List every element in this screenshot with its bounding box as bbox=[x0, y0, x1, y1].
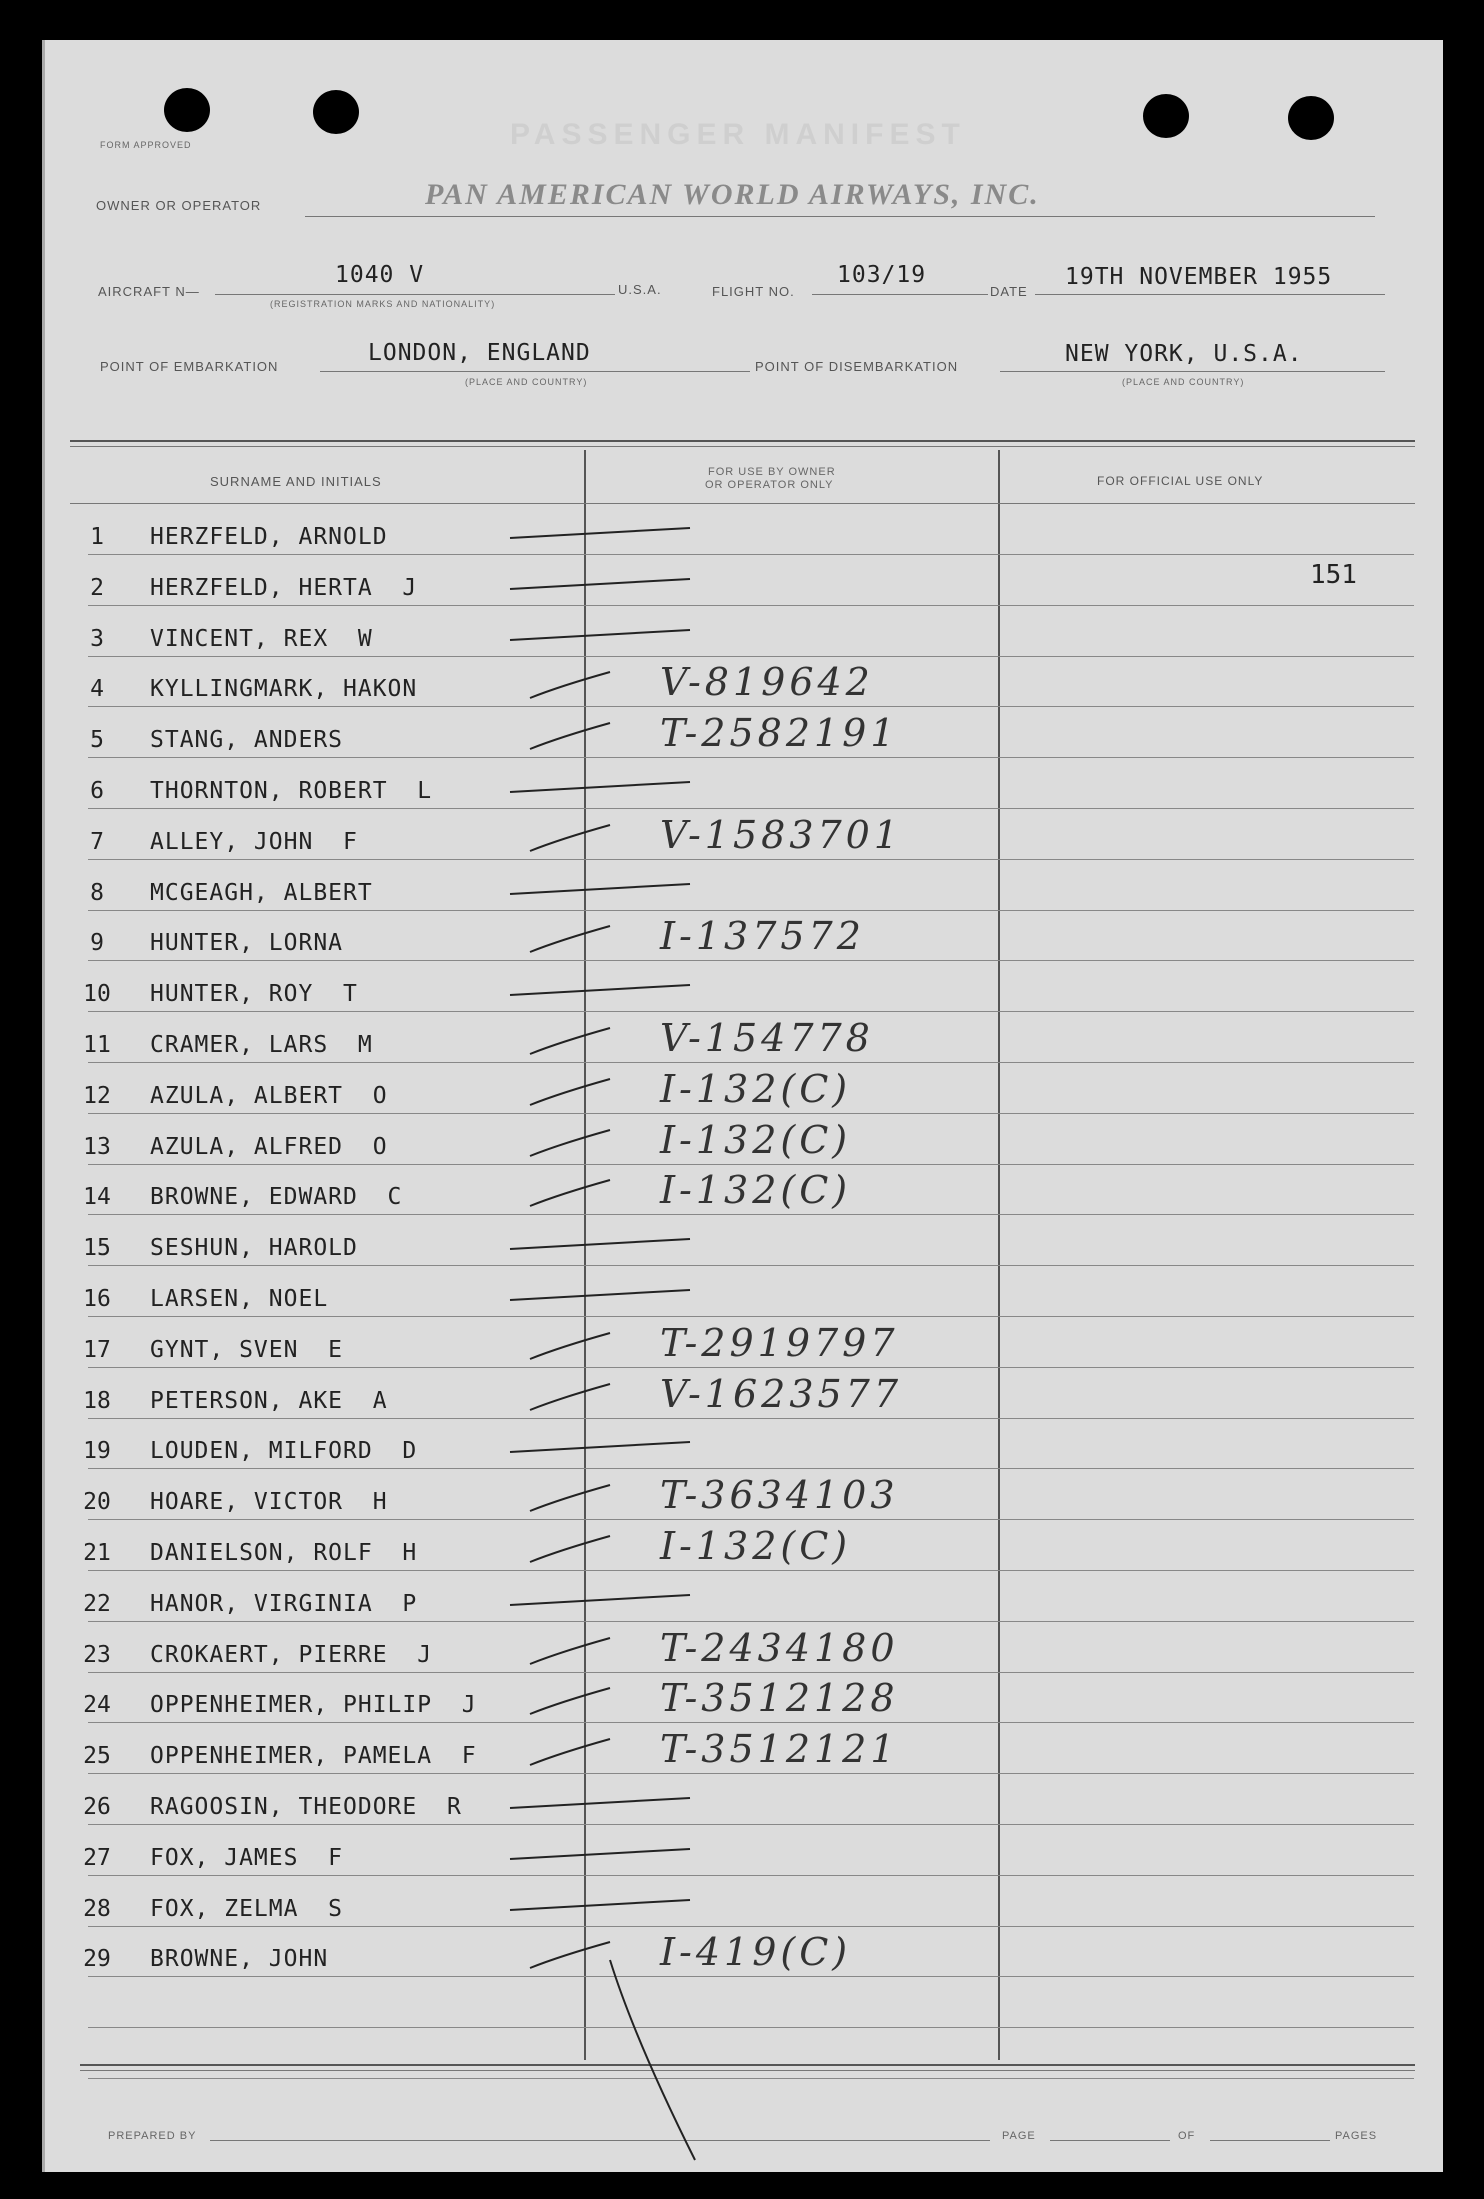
row-number: 6 bbox=[90, 778, 104, 804]
owner-label: OWNER OR OPERATOR bbox=[96, 198, 262, 213]
passenger-name: GYNT, SVEN E bbox=[150, 1336, 344, 1363]
row-rule bbox=[88, 605, 1414, 606]
row-number: 26 bbox=[83, 1794, 111, 1820]
row-number: 3 bbox=[90, 625, 104, 652]
check-stroke bbox=[500, 770, 720, 810]
passenger-name: KYLLINGMARK, HAKON bbox=[150, 676, 418, 703]
owner-name: PAN AMERICAN WORLD AIRWAYS, INC. bbox=[425, 178, 1040, 211]
handwritten-code: V-154778 bbox=[660, 1016, 874, 1060]
row-rule bbox=[88, 656, 1414, 657]
check-stroke bbox=[500, 618, 720, 658]
passenger-name: DANIELSON, ROLF H bbox=[150, 1540, 418, 1566]
punch-hole bbox=[313, 90, 359, 134]
check-stroke bbox=[500, 973, 720, 1013]
row-number: 12 bbox=[83, 1082, 111, 1109]
passenger-name: HUNTER, LORNA bbox=[150, 930, 344, 957]
row-number: 28 bbox=[83, 1895, 111, 1922]
row-rule bbox=[88, 1011, 1414, 1012]
date-value: 19TH NOVEMBER 1955 bbox=[1065, 264, 1333, 290]
row-rule bbox=[88, 1722, 1414, 1723]
row-number: 16 bbox=[83, 1286, 111, 1312]
row-rule bbox=[88, 2027, 1414, 2028]
row-rule bbox=[88, 1316, 1414, 1317]
handwritten-code: I-137572 bbox=[660, 914, 865, 959]
passenger-name: RAGOOSIN, THEODORE R bbox=[150, 1794, 462, 1820]
row-number: 1 bbox=[90, 524, 104, 550]
page-label: PAGE bbox=[1002, 2130, 1036, 2142]
row-rule bbox=[88, 1468, 1414, 1469]
aircraft-label: AIRCRAFT N— bbox=[98, 284, 200, 299]
check-stroke bbox=[500, 1430, 720, 1470]
handwritten-code: V-1583701 bbox=[660, 812, 903, 857]
check-stroke bbox=[500, 1278, 720, 1318]
row-number: 18 bbox=[83, 1387, 111, 1414]
official-number: 151 bbox=[1310, 560, 1357, 590]
passenger-name: CROKAERT, PIERRE J bbox=[150, 1641, 433, 1668]
form-title: PASSENGER MANIFEST bbox=[510, 118, 966, 151]
row-rule bbox=[88, 910, 1414, 911]
passenger-name: LARSEN, NOEL bbox=[150, 1286, 329, 1312]
row-number: 20 bbox=[83, 1489, 111, 1516]
check-stroke bbox=[500, 1583, 720, 1623]
passenger-name: THORNTON, ROBERT L bbox=[150, 778, 433, 804]
handwritten-code: I-132(C) bbox=[660, 1524, 852, 1568]
row-rule bbox=[88, 554, 1414, 555]
row-rule bbox=[88, 1926, 1414, 1927]
punch-hole bbox=[1288, 96, 1334, 140]
disembark-value: NEW YORK, U.S.A. bbox=[1065, 341, 1303, 367]
row-rule bbox=[88, 757, 1414, 758]
handwritten-code: T-3512121 bbox=[660, 1727, 899, 1772]
check-stroke bbox=[500, 1786, 720, 1826]
row-rule bbox=[88, 2078, 1414, 2079]
row-rule bbox=[88, 859, 1414, 860]
row-rule bbox=[88, 1367, 1414, 1368]
row-number: 11 bbox=[83, 1032, 111, 1058]
row-number: 8 bbox=[90, 879, 104, 906]
aircraft-value: 1040 V bbox=[335, 262, 425, 288]
aircraft-note: (REGISTRATION MARKS AND NATIONALITY) bbox=[270, 299, 496, 309]
row-rule bbox=[88, 1621, 1414, 1622]
punch-hole bbox=[164, 88, 210, 132]
disembark-label: POINT OF DISEMBARKATION bbox=[755, 359, 959, 374]
disembark-note: (PLACE AND COUNTRY) bbox=[1122, 377, 1245, 387]
handwritten-code: V-819642 bbox=[660, 660, 874, 705]
passenger-name: SESHUN, HAROLD bbox=[150, 1235, 358, 1262]
passenger-name: STANG, ANDERS bbox=[150, 727, 344, 754]
row-rule bbox=[88, 1824, 1414, 1825]
flight-value: 103/19 bbox=[837, 262, 927, 288]
embark-label: POINT OF EMBARKATION bbox=[100, 359, 279, 374]
handwritten-code: T-2919797 bbox=[660, 1320, 899, 1365]
row-rule bbox=[88, 808, 1414, 809]
passenger-name: PETERSON, AKE A bbox=[150, 1387, 388, 1414]
row-number: 10 bbox=[83, 981, 111, 1008]
row-rule bbox=[88, 1773, 1414, 1774]
embark-note: (PLACE AND COUNTRY) bbox=[465, 377, 588, 387]
row-rule bbox=[88, 1062, 1414, 1063]
handwritten-code: I-132(C) bbox=[660, 1168, 852, 1213]
column-header-owner-line1: FOR USE BY OWNER bbox=[708, 466, 836, 478]
row-rule bbox=[88, 706, 1414, 707]
prepared-by-label: PREPARED BY bbox=[108, 2130, 197, 2142]
check-stroke bbox=[500, 516, 720, 556]
pen-stroke bbox=[560, 1950, 720, 2170]
row-number: 15 bbox=[83, 1235, 111, 1262]
passenger-name: HOARE, VICTOR H bbox=[150, 1489, 388, 1516]
passenger-name: AZULA, ALBERT O bbox=[150, 1082, 388, 1109]
check-stroke bbox=[500, 1837, 720, 1877]
column-divider bbox=[998, 450, 1000, 2060]
row-number: 24 bbox=[83, 1692, 111, 1719]
row-rule bbox=[88, 1519, 1414, 1520]
row-number: 29 bbox=[83, 1946, 111, 1973]
handwritten-code: T-2582191 bbox=[660, 711, 899, 756]
handwritten-code: T-3634103 bbox=[660, 1473, 899, 1518]
handwritten-code: T-2434180 bbox=[660, 1625, 899, 1670]
passenger-name: FOX, JAMES F bbox=[150, 1844, 344, 1871]
row-number: 27 bbox=[83, 1844, 111, 1871]
row-number: 5 bbox=[90, 727, 104, 754]
row-rule bbox=[88, 1113, 1414, 1114]
row-rule bbox=[88, 1214, 1414, 1215]
check-stroke bbox=[500, 567, 720, 607]
check-stroke bbox=[500, 1888, 720, 1928]
row-rule bbox=[88, 1875, 1414, 1876]
column-header-name: SURNAME AND INITIALS bbox=[210, 474, 382, 489]
passenger-name: AZULA, ALFRED O bbox=[150, 1133, 388, 1160]
row-number: 13 bbox=[83, 1133, 111, 1160]
of-label: OF bbox=[1178, 2130, 1196, 2142]
row-number: 9 bbox=[90, 930, 104, 957]
passenger-name: FOX, ZELMA S bbox=[150, 1895, 344, 1922]
passenger-name: BROWNE, JOHN bbox=[150, 1946, 329, 1973]
punch-hole bbox=[1143, 94, 1189, 138]
row-rule bbox=[88, 1164, 1414, 1165]
passenger-name: HUNTER, ROY T bbox=[150, 981, 358, 1008]
row-number: 2 bbox=[90, 574, 104, 601]
passenger-name: HANOR, VIRGINIA P bbox=[150, 1590, 418, 1617]
passenger-name: HERZFELD, HERTA J bbox=[150, 574, 418, 601]
handwritten-code: I-132(C) bbox=[660, 1117, 852, 1162]
row-number: 23 bbox=[83, 1641, 111, 1668]
passenger-name: MCGEAGH, ALBERT bbox=[150, 879, 373, 906]
form-approval: FORM APPROVED bbox=[100, 140, 192, 150]
passenger-name: LOUDEN, MILFORD D bbox=[150, 1438, 418, 1465]
column-header-owner-line2: OR OPERATOR ONLY bbox=[705, 479, 834, 491]
row-number: 14 bbox=[83, 1184, 111, 1211]
row-number: 19 bbox=[83, 1438, 111, 1465]
passenger-name: OPPENHEIMER, PAMELA F bbox=[150, 1743, 477, 1770]
row-rule bbox=[88, 1418, 1414, 1419]
row-number: 7 bbox=[90, 828, 104, 855]
row-number: 22 bbox=[83, 1590, 111, 1617]
row-number: 17 bbox=[83, 1336, 111, 1363]
row-rule bbox=[88, 1265, 1414, 1266]
row-rule bbox=[88, 1570, 1414, 1571]
passenger-name: CRAMER, LARS M bbox=[150, 1032, 373, 1058]
passenger-name: OPPENHEIMER, PHILIP J bbox=[150, 1692, 477, 1719]
usa-label: U.S.A. bbox=[618, 282, 662, 297]
handwritten-code: V-1623577 bbox=[660, 1371, 903, 1416]
passenger-name: VINCENT, REX W bbox=[150, 625, 373, 652]
handwritten-code: I-132(C) bbox=[660, 1066, 852, 1111]
pages-label: PAGES bbox=[1335, 2130, 1378, 2142]
handwritten-code: I-419(C) bbox=[660, 1930, 852, 1975]
row-rule bbox=[88, 1976, 1414, 1977]
row-number: 4 bbox=[90, 676, 104, 703]
date-label: DATE bbox=[990, 284, 1028, 299]
passenger-name: ALLEY, JOHN F bbox=[150, 828, 358, 855]
row-number: 25 bbox=[83, 1743, 111, 1770]
row-number: 21 bbox=[83, 1540, 111, 1566]
passenger-name: BROWNE, EDWARD C bbox=[150, 1184, 403, 1211]
check-stroke bbox=[500, 872, 720, 912]
embark-value: LONDON, ENGLAND bbox=[368, 340, 591, 366]
row-rule bbox=[88, 960, 1414, 961]
column-header-official: FOR OFFICIAL USE ONLY bbox=[1097, 474, 1264, 488]
flight-label: FLIGHT NO. bbox=[712, 284, 795, 299]
handwritten-code: T-3512128 bbox=[660, 1676, 899, 1721]
check-stroke bbox=[500, 1227, 720, 1267]
row-rule bbox=[88, 1672, 1414, 1673]
passenger-name: HERZFELD, ARNOLD bbox=[150, 524, 388, 550]
